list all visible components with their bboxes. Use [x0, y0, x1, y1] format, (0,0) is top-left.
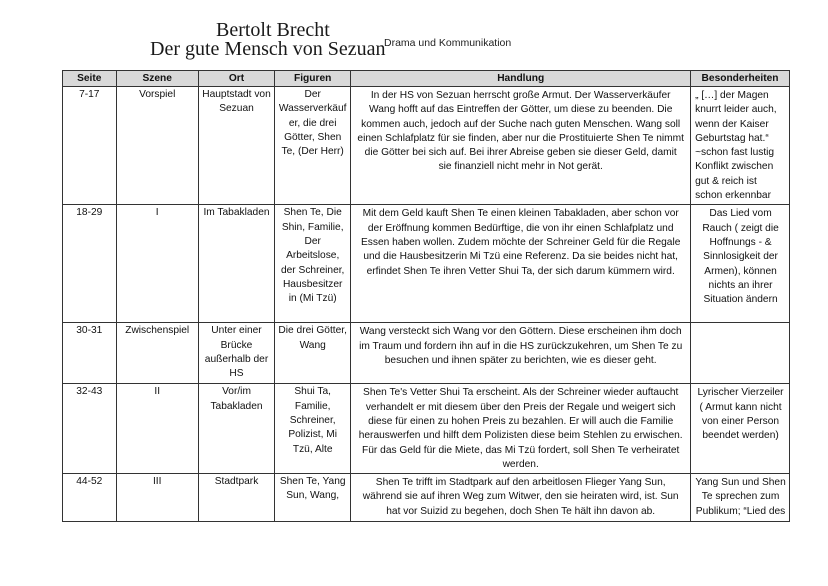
- column-header-figuren: Figuren: [275, 71, 351, 87]
- cell-figuren: Shui Ta, Familie, Schreiner, Polizist, Mi Tzü, Alte: [275, 384, 351, 474]
- cell-besonderheiten: [691, 323, 790, 384]
- cell-besonderheiten: „ […] der Magen knurrt leider auch, wenn der Kaiser Geburtstag hat.“ ~schon fast lustig Konflikt zwischen gut & reich ist schon erkennbar: [691, 87, 790, 205]
- cell-handlung: Wang versteckt sich Wang vor den Göttern. Diese erscheinen ihm doch im Traum und fordern ihn auf in die HS zurückzukehren, um Shen Te zu besuchen und ihnen später zu berichten, wie es dieser geht.: [351, 323, 691, 384]
- table-row: [63, 205, 790, 323]
- cell-szene: III: [116, 474, 198, 522]
- work-title: Der gute Mensch von Sezuan: [150, 38, 386, 60]
- cell-handlung: Mit dem Geld kauft Shen Te einen kleinen Tabakladen, aber schon vor der Eröffnung kommen Bedürftige, die von ihr einen Schlafplatz und Essen haben wollen. Zudem möchte der Schreiner Geld für die Regale und die Hausbesitzerin Mi Tzü eine Referenz. Da sie beides nicht hat, erfindet Shen Te ihren Vetter Shui Ta, der sich darum kümmern wird.: [351, 205, 691, 323]
- cell-besonderheiten: Lyrischer Vierzeiler ( Armut kann nicht von einer Person beendet werden): [691, 384, 790, 474]
- cell-seite: 44-52: [63, 474, 117, 522]
- cell-ort: Im Tabakladen: [198, 205, 274, 323]
- table-row: [63, 474, 790, 522]
- cell-seite: 7-17: [63, 87, 117, 205]
- cell-figuren: Shen Te, Yang Sun, Wang,: [275, 474, 351, 522]
- cell-besonderheiten: Yang Sun und Shen Te sprechen zum Publikum; “Lied des: [691, 474, 790, 522]
- cell-seite: 32-43: [63, 384, 117, 474]
- cell-handlung: In der HS von Sezuan herrscht große Armut. Der Wasserverkäufer Wang hofft auf das Eintreffen der Götter, um diese zu beenden. Die kommen auch, jedoch auf der Suche nach guten Menschen. Wang soll einen Schlafplatz für sie finden, aber nur die Prostituierte Shen Te nimmt die Götter bei sich auf. Bei ihrer Abreise geben sie dieser Geld, damit sie finanziell nicht mehr in Not gerät.: [351, 87, 691, 205]
- table-row: [63, 87, 790, 205]
- cell-figuren: Der Wasserverkäufer, die drei Götter, Shen Te, (Der Herr): [275, 87, 351, 205]
- column-header-szene: Szene: [116, 71, 198, 87]
- cell-figuren: Shen Te, Die Shin, Familie, Der Arbeitslose, der Schreiner, Hausbesitzer in (Mi Tzü): [275, 205, 351, 323]
- document-subtitle: Drama und Kommunikation: [384, 37, 512, 49]
- cell-handlung: Shen Te trifft im Stadtpark auf den arbeitlosen Flieger Yang Sun, während sie auf ihren Weg zum Witwer, den sie heiraten wird, ist. Sun hat vor Suizid zu begehen, doch Shen Te hält ihn davon ab.: [351, 474, 691, 522]
- cell-szene: II: [116, 384, 198, 474]
- cell-ort: Hauptstadt von Sezuan: [198, 87, 274, 205]
- cell-szene: Vorspiel: [116, 87, 198, 205]
- column-header-seite: Seite: [63, 71, 117, 87]
- cell-ort: Unter einer Brücke außerhalb der HS: [198, 323, 274, 384]
- scene-overview-table: [62, 70, 790, 522]
- table-row: [63, 323, 790, 384]
- column-header-besonderheiten: Besonderheiten: [691, 71, 790, 87]
- cell-ort: Stadtpark: [198, 474, 274, 522]
- document-title: [150, 21, 386, 59]
- cell-szene: I: [116, 205, 198, 323]
- column-header-ort: Ort: [198, 71, 274, 87]
- table-header-row: [63, 71, 790, 87]
- cell-ort: Vor/im Tabakladen: [198, 384, 274, 474]
- cell-seite: 18-29: [63, 205, 117, 323]
- cell-besonderheiten: Das Lied vom Rauch ( zeigt die Hoffnungs - & Sinnlosigkeit der Armen), können nichts an ihrer Situation ändern: [691, 205, 790, 323]
- cell-seite: 30-31: [63, 323, 117, 384]
- table-row: [63, 384, 790, 474]
- column-header-handlung: Handlung: [351, 71, 691, 87]
- cell-szene: Zwischenspiel: [116, 323, 198, 384]
- author-name: Bertolt Brecht: [216, 19, 330, 41]
- cell-handlung: Shen Te's Vetter Shui Ta erscheint. Als der Schreiner wieder auftaucht verhandelt er mit diesem über den Preis der Regale und weigert sich diese für einen zu hohen Preis zu bezahlen. Er will auch die Familie herauswerfen und hilft dem Polizisten diese beim Stehlen zu erwischen. Für das Geld für die Miete, das Mi Tzü fordert, soll Shen Te verheiratet werden.: [351, 384, 691, 474]
- cell-figuren: Die drei Götter, Wang: [275, 323, 351, 384]
